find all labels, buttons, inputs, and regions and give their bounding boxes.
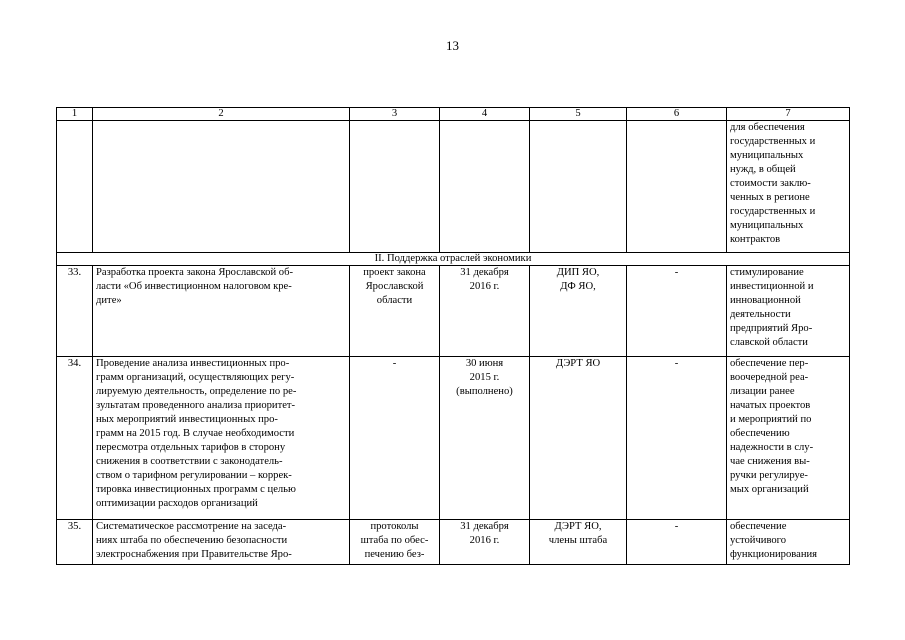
cell-responsible xyxy=(530,121,627,253)
action-plan-table xyxy=(56,107,850,565)
row-number: 33. xyxy=(57,266,93,357)
table-row xyxy=(57,357,850,520)
form-cell: протоколы штаба по обес- печению без- xyxy=(350,520,440,565)
deadline-cell: 31 декабря 2016 г. xyxy=(440,520,530,565)
form-cell: проект закона Ярославской области xyxy=(350,266,440,357)
page-number: 13 xyxy=(446,38,459,53)
responsible-cell: ДИП ЯО, ДФ ЯО, xyxy=(530,266,627,357)
column-header-6: 6 xyxy=(627,108,727,121)
form-cell: - xyxy=(350,357,440,520)
column-header-7: 7 xyxy=(727,108,850,121)
responsible-cell: ДЭРТ ЯО xyxy=(530,357,627,520)
cell-activity xyxy=(93,121,350,253)
deadline-cell: 31 декабря 2016 г. xyxy=(440,266,530,357)
table-row xyxy=(57,520,850,565)
activity-cell: Разработка проекта закона Ярославской об- ласти «Об инвестиционном налоговом кре- дите» xyxy=(93,266,350,357)
section-title: II. Поддержка отраслей экономики xyxy=(57,253,850,266)
continuation-row xyxy=(57,121,850,253)
activity-cell: Систематическое рассмотрение на заседа- ниях штаба по обеспечению безопасности электроснабжения при Правительстве Яро- xyxy=(93,520,350,565)
cell-form xyxy=(350,121,440,253)
cell-result: для обеспечения государственных и муниципальных нужд, в общей стоимости заклю- ченных в регионе государственных и муниципальных контрактов xyxy=(727,121,850,253)
row-number: 35. xyxy=(57,520,93,565)
section-row xyxy=(57,253,850,266)
column-header-3: 3 xyxy=(350,108,440,121)
column-header-2: 2 xyxy=(93,108,350,121)
column-header-4: 4 xyxy=(440,108,530,121)
table-row xyxy=(57,266,850,357)
result-cell: обеспечение устойчивого функционирования xyxy=(727,520,850,565)
activity-cell: Проведение анализа инвестиционных про- грамм организаций, осуществляющих регу- лируемую деятельность, определение по ре- зультатам проведенного анализа приоритет- ных мероприятий инвестиционных про- грамм на 2015 год. В случае необходимости пересмотра отдельных тарифов в сторону снижения в соответствии с законодатель- ством о тарифном регулировании – коррек- тировка инвестиционных программ с целью оптимизации расходов организаций xyxy=(93,357,350,520)
column-number-row xyxy=(57,108,850,121)
funding-cell: - xyxy=(627,357,727,520)
responsible-cell: ДЭРТ ЯО, члены штаба xyxy=(530,520,627,565)
result-cell: стимулирование инвестиционной и инновационной деятельности предприятий Яро- славской области xyxy=(727,266,850,357)
column-header-5: 5 xyxy=(530,108,627,121)
deadline-cell: 30 июня 2015 г. (выполнено) xyxy=(440,357,530,520)
column-header-1: 1 xyxy=(57,108,93,121)
result-cell: обеспечение пер- воочередной реа- лизации ранее начатых проектов и мероприятий по обеспечению надежности в слу- чае снижения вы- ручки регулируе- мых организаций xyxy=(727,357,850,520)
cell-deadline xyxy=(440,121,530,253)
funding-cell: - xyxy=(627,520,727,565)
cell-num xyxy=(57,121,93,253)
funding-cell: - xyxy=(627,266,727,357)
cell-funding xyxy=(627,121,727,253)
row-number: 34. xyxy=(57,357,93,520)
